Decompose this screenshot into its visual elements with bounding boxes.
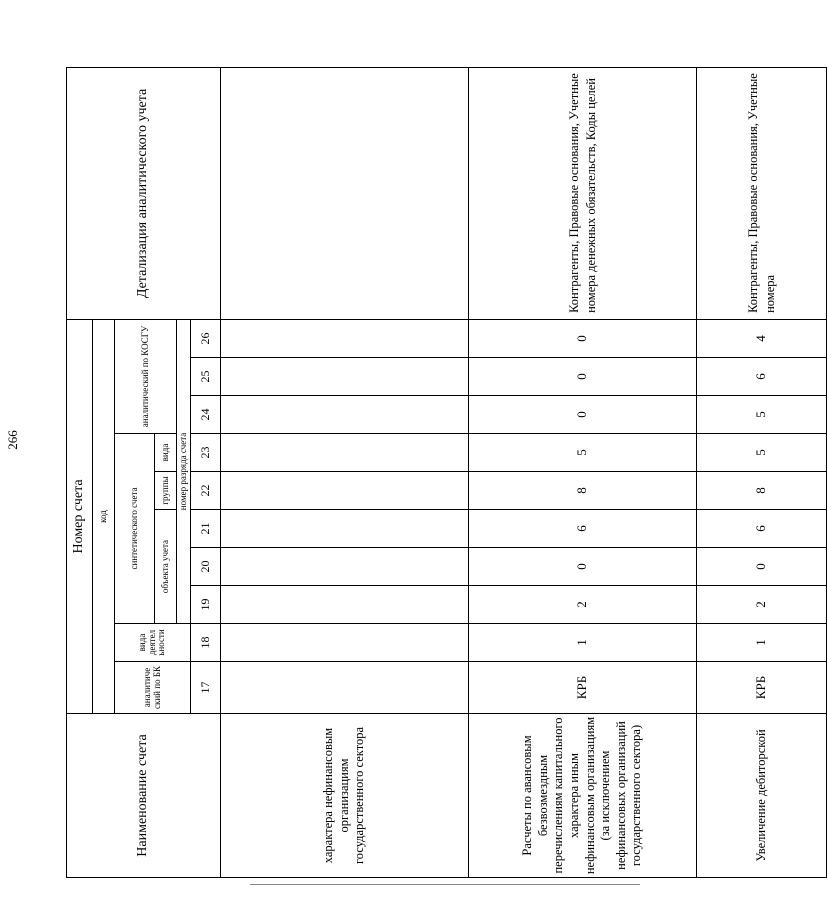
cell-value: 1 <box>697 624 827 662</box>
header-object: объекта учета <box>155 510 177 624</box>
cell-value: 8 <box>697 472 827 510</box>
cell-value <box>221 358 469 396</box>
cell-value: 8 <box>469 472 697 510</box>
row-name: Увеличение дебиторской <box>697 714 827 878</box>
header-synthetic: синтетического счета <box>115 434 155 624</box>
header-kind: вида <box>155 434 177 472</box>
cell-value: КРБ <box>469 662 697 714</box>
cell-value <box>221 510 469 548</box>
digit-25: 25 <box>191 358 221 396</box>
accounts-table <box>66 67 827 878</box>
header-activity-type: вида деятел ьности <box>115 624 191 662</box>
cell-value: 6 <box>697 358 827 396</box>
row-detail: Контрагенты, Правовые основания, Учетные номера <box>697 67 827 319</box>
header-account-number: Номер счета <box>67 319 93 713</box>
cell-value <box>221 396 469 434</box>
digit-22: 22 <box>191 472 221 510</box>
header-digit-number: номер разряда счета <box>177 319 191 623</box>
row-detail <box>221 67 469 319</box>
digit-19: 19 <box>191 586 221 624</box>
digit-17: 17 <box>191 662 221 714</box>
row-name: Расчеты по авансовым безвозмездным перечислениям капитального характера иным нефинансовым организациям (за исключением нефинансовых организаций государственного сектора) <box>469 714 697 878</box>
cell-value: 5 <box>697 434 827 472</box>
page-number: 266 <box>5 430 20 450</box>
header-analytic-bk: аналитиче ский по БК <box>115 662 191 714</box>
cell-value <box>221 662 469 714</box>
cell-value: 0 <box>469 319 697 357</box>
header-kosgu: аналитический по КОСГУ <box>115 319 177 433</box>
cell-value <box>221 319 469 357</box>
digit-24: 24 <box>191 396 221 434</box>
cell-value: 1 <box>469 624 697 662</box>
table-row <box>697 67 827 877</box>
digit-23: 23 <box>191 434 221 472</box>
header-code: код <box>93 319 115 713</box>
digit-18: 18 <box>191 624 221 662</box>
cell-value <box>221 548 469 586</box>
cell-value: 2 <box>469 586 697 624</box>
header-group: группы <box>155 472 177 510</box>
table-row <box>469 67 697 877</box>
cell-value <box>221 586 469 624</box>
cell-value: 6 <box>697 510 827 548</box>
row-detail: Контрагенты, Правовые основания, Учетные номера денежных обязательств, Коды целей <box>469 67 697 319</box>
rotated-table-sheet <box>66 70 777 878</box>
cell-value: 6 <box>469 510 697 548</box>
cell-value <box>221 624 469 662</box>
cell-value: 0 <box>469 358 697 396</box>
cell-value <box>221 434 469 472</box>
cell-value: 0 <box>697 548 827 586</box>
cell-value: 0 <box>469 396 697 434</box>
scan-edge-line <box>250 884 640 885</box>
digit-20: 20 <box>191 548 221 586</box>
cell-value: 5 <box>469 434 697 472</box>
cell-value: 2 <box>697 586 827 624</box>
header-name: Наименование счета <box>67 714 221 878</box>
cell-value <box>221 472 469 510</box>
table-row <box>221 67 469 877</box>
header-detail: Детализация аналитического учета <box>67 67 221 319</box>
row-name: характера нефинансовым организациям государственного сектора <box>221 714 469 878</box>
rotated-content <box>66 70 777 878</box>
digit-21: 21 <box>191 510 221 548</box>
cell-value: КРБ <box>697 662 827 714</box>
digit-26: 26 <box>191 319 221 357</box>
cell-value: 0 <box>469 548 697 586</box>
cell-value: 5 <box>697 396 827 434</box>
cell-value: 4 <box>697 319 827 357</box>
